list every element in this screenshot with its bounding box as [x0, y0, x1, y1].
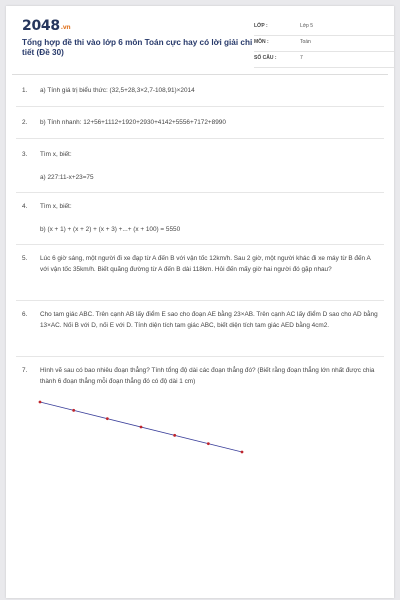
divider: [16, 106, 384, 107]
question-number: 6.: [22, 311, 28, 318]
question-3: [22, 150, 380, 183]
question-text: Hình vẽ sau có bao nhiêu đoạn thẳng? Tính tổng độ dài các đoạn thẳng đó? (Biết rằng đoạn thẳng lớn nhất được chia thành 6 đoạn thẳng mỗi đoạn thẳng đó có độ dài 1 cm): [40, 367, 375, 385]
divider: [16, 244, 384, 245]
question-7: [22, 366, 380, 387]
question-number: 3.: [22, 151, 28, 158]
question-text: b) Tính nhanh: 12+56+1112+1920+2930+4142+5556+7172+8990: [40, 119, 226, 126]
divider: [16, 192, 384, 193]
divider: [16, 356, 384, 357]
segment-point: [207, 442, 210, 445]
meta-key-count: SỐ CÂU :: [254, 55, 277, 61]
question-6: [22, 310, 380, 331]
question-number: 4.: [22, 203, 28, 210]
meta-info: [254, 20, 394, 68]
question-subpart: b) (x + 1) + (x + 2) + (x + 3) +...+ (x + 100) = 5550: [40, 225, 181, 233]
meta-value-subject: Toán: [300, 39, 311, 45]
meta-key-grade: LỚP :: [254, 23, 268, 29]
divider: [16, 138, 384, 139]
segment-points: [39, 401, 244, 454]
segment-point: [241, 451, 244, 454]
question-text: Lúc 6 giờ sáng, một người đi xe đạp từ A đến B với vận tốc 12km/h. Sau 2 giờ, một người khác đi xe máy từ B đến A với vận tốc 35km/h. Biết quãng đường từ A đến B dài 118km. Hỏi đến mấy giờ hai người đó gặp nhau?: [40, 255, 371, 273]
segment-point: [173, 434, 176, 437]
logo-main-text: 2048: [22, 18, 60, 34]
header-divider: [12, 74, 388, 75]
question-number: 1.: [22, 87, 28, 94]
question-text: Tìm x, biết:: [40, 203, 72, 210]
site-logo[interactable]: [22, 18, 70, 34]
meta-key-subject: MÔN :: [254, 39, 269, 45]
segment-point: [106, 417, 109, 420]
page-header: [18, 14, 382, 70]
divider: [16, 300, 384, 301]
logo-suffix-text: .vn: [60, 24, 71, 31]
question-number: 2.: [22, 119, 28, 126]
question-text: Cho tam giác ABC. Trên cạnh AB lấy điểm E sao cho đoạn AE bằng 23×AB. Trên cạnh AC lấy điểm D sao cho AD bằng 13×AC. Nối B với D, nối E với D. Tính diện tích tam giác ABC, biết diện tích tam giác AED bằng 4cm2.: [40, 311, 378, 329]
question-subpart: a) 227:11-x+23=75: [40, 173, 94, 181]
meta-value-grade: Lớp 5: [300, 23, 314, 29]
question-2: [22, 118, 380, 129]
segment-point: [140, 426, 143, 429]
question-text: a) Tính giá trị biểu thức: (32,5+28,3×2,7-108,91)×2014: [40, 87, 195, 94]
segment-point: [39, 401, 42, 404]
page-title: Tổng hợp đề thi vào lớp 6 môn Toán cực hay có lời giải chi tiết (Đề 30): [22, 38, 253, 57]
meta-value-count: 7: [300, 55, 303, 61]
question-1: [22, 86, 380, 97]
question-number: 5.: [22, 255, 28, 262]
question-number: 7.: [22, 367, 28, 374]
question-5: [22, 254, 380, 275]
meta-row-grade: [254, 20, 394, 36]
worksheet-page: [6, 6, 394, 598]
segment-point: [72, 409, 75, 412]
question-4: [22, 202, 380, 235]
meta-row-subject: [254, 36, 394, 52]
line-segment-figure: [36, 398, 256, 468]
meta-row-count: [254, 52, 394, 68]
question-text: Tìm x, biết:: [40, 151, 72, 158]
